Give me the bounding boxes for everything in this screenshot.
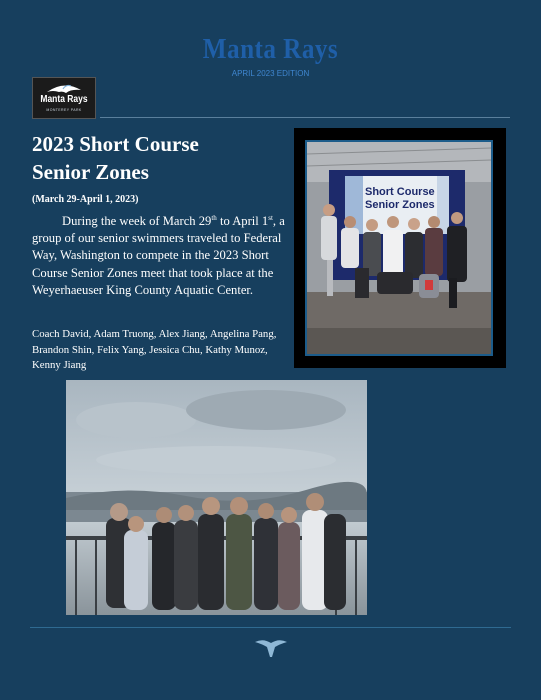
banner-line-2: Senior Zones [365, 199, 435, 211]
body-part-1: During the week of March 29 [62, 214, 212, 228]
banner-text [365, 186, 449, 212]
body-part-3: , a group of our senior swimmers traveled to Federal Way, Washington to compete in the 2023 Short Course Senior Zones meet that took place at the Weyerhaeuser King County Aquatic Center. [32, 214, 285, 297]
article-headline [32, 130, 282, 186]
body-sup-1: th [211, 213, 217, 222]
logo-subtitle: MONTEREY PARK [46, 108, 82, 112]
team-photo-frame [294, 128, 506, 368]
team-photo [305, 140, 493, 356]
team-member-names: Coach David, Adam Truong, Alex Jiang, Angelina Pang, Brandon Shin, Felix Yang, Jessica Chu, Kathy Munoz, Kenny Jiang [32, 328, 277, 371]
outdoor-team-photo [66, 380, 367, 615]
masthead-edition: APRIL 2023 EDITION [231, 69, 310, 78]
headline-line-1: 2023 Short Course [32, 132, 199, 156]
logo-name: Manta Rays [40, 94, 88, 105]
header-divider [100, 117, 510, 118]
banner-line-1: Short Course [365, 186, 435, 198]
body-sup-2: st [268, 213, 273, 222]
article-dates: (March 29-April 1, 2023) [32, 194, 139, 205]
masthead-title: Manta Rays [202, 34, 339, 65]
manta-ray-icon [254, 636, 288, 658]
headline-line-2: Senior Zones [32, 160, 149, 184]
team-logo [32, 77, 96, 119]
article-body [32, 213, 294, 299]
footer-divider [30, 627, 511, 628]
body-part-2: to April 1 [216, 214, 269, 228]
